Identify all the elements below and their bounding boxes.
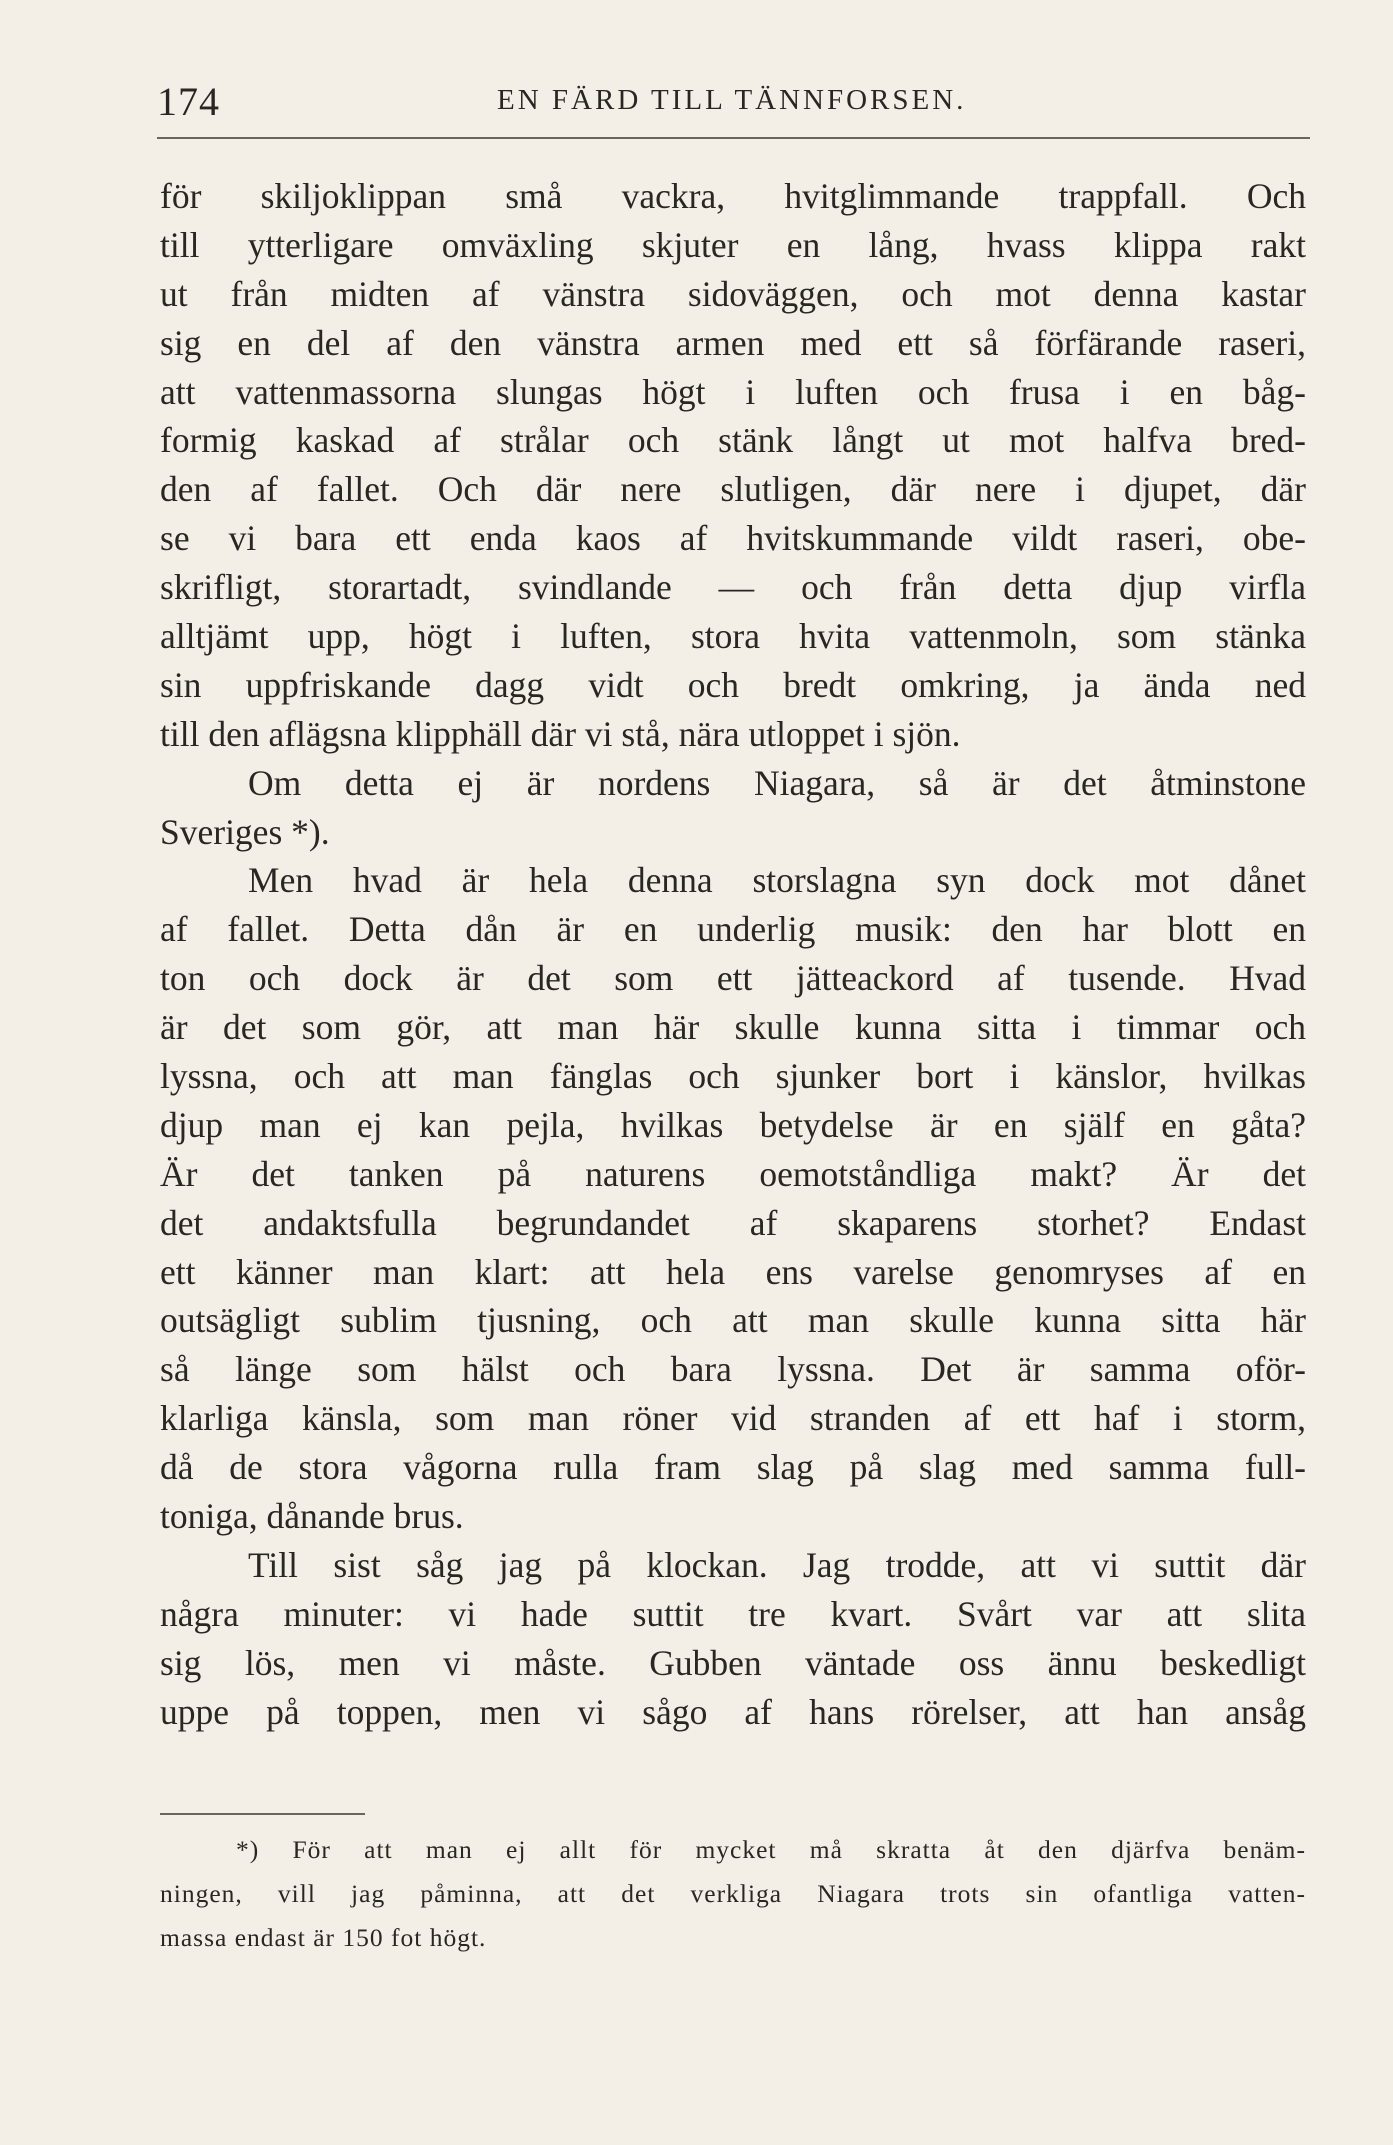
footnote-line: massa endast är 150 fot högt. — [160, 1923, 487, 1952]
paragraph-start-line: Men hvad är hela denna storslagna syn dock mot dånet — [248, 860, 1306, 901]
text-line: sig en del af den vänstra armen med ett så förfärande raseri, — [160, 322, 1306, 363]
text-line: till den aflägsna klipphäll där vi stå, nära utloppet i sjön. — [160, 713, 961, 754]
text-line: ton och dock är det som ett jätteackord af tusende. Hvad — [160, 958, 1306, 999]
text-line: det andaktsfulla begrundandet af skaparens storhet? Endast — [160, 1202, 1306, 1243]
text-line: skrifligt, storartadt, svindlande — och från detta djup virfla — [160, 567, 1306, 608]
paragraph-start-line: Om detta ej är nordens Niagara, så är det åtminstone — [248, 762, 1306, 803]
page-number: 174 — [157, 79, 220, 124]
text-line: djup man ej kan pejla, hvilkas betydelse är en själf en gåta? — [160, 1104, 1306, 1145]
running-title: EN FÄRD TILL TÄNNFORSEN. — [497, 84, 967, 116]
text-line: är det som gör, att man här skulle kunna sitta i timmar och — [160, 1007, 1306, 1048]
text-line: ut från midten af vänstra sidoväggen, och mot denna kastar — [160, 273, 1306, 314]
text-line: sig lös, men vi måste. Gubben väntade oss ännu beskedligt — [160, 1642, 1306, 1683]
text-line: lyssna, och att man fänglas och sjunker bort i känslor, hvilkas — [160, 1056, 1306, 1097]
footnote-line: *) För att man ej allt för mycket må skratta åt den djärfva benäm- — [236, 1835, 1306, 1864]
text-line: alltjämt upp, högt i luften, stora hvita vattenmoln, som stänka — [160, 616, 1306, 657]
text-line: sin uppfriskande dagg vidt och bredt omkring, ja ända ned — [160, 664, 1306, 705]
text-line: den af fallet. Och där nere slutligen, där nere i djupet, där — [160, 469, 1306, 510]
paragraph-start-line: Till sist såg jag på klockan. Jag trodde, att vi suttit där — [248, 1544, 1306, 1585]
body-text — [160, 172, 1306, 1737]
text-line: af fallet. Detta dån är en underlig musik: den har blott en — [160, 909, 1306, 950]
text-line: att vattenmassorna slungas högt i luften och frusa i en båg- — [160, 371, 1306, 412]
page-header — [157, 78, 1313, 128]
footnote-rule — [160, 1813, 365, 1815]
text-line: ett känner man klart: att hela ens varelse genomryses af en — [160, 1251, 1306, 1292]
text-line: till ytterligare omväxling skjuter en lång, hvass klippa rakt — [160, 224, 1306, 265]
text-line: formig kaskad af strålar och stänk långt ut mot halfva bred- — [160, 420, 1306, 461]
text-line: outsägligt sublim tjusning, och att man skulle kunna sitta här — [160, 1300, 1306, 1341]
text-line: för skiljoklippan små vackra, hvitglimmande trappfall. Och — [160, 176, 1306, 216]
text-line: toniga, dånande brus. — [160, 1496, 464, 1537]
text-line: se vi bara ett enda kaos af hvitskummande vildt raseri, obe- — [160, 518, 1306, 559]
text-line: så länge som hälst och bara lyssna. Det är samma oför- — [160, 1349, 1306, 1390]
header-rule — [157, 137, 1310, 139]
text-line: några minuter: vi hade suttit tre kvart. Svårt var att slita — [160, 1593, 1306, 1634]
text-line: uppe på toppen, men vi sågo af hans rörelser, att han ansåg — [160, 1691, 1306, 1732]
text-line: då de stora vågorna rulla fram slag på slag med samma full- — [160, 1447, 1306, 1488]
footnote — [160, 1828, 1306, 1960]
text-line: klarliga känsla, som man röner vid stranden af ett haf i storm, — [160, 1398, 1306, 1439]
text-line: Är det tanken på naturens oemotståndliga makt? Är det — [160, 1153, 1306, 1194]
footnote-line: ningen, vill jag påminna, att det verkliga Niagara trots sin ofantliga vatten- — [160, 1879, 1306, 1908]
text-line: Sveriges *). — [160, 811, 330, 852]
